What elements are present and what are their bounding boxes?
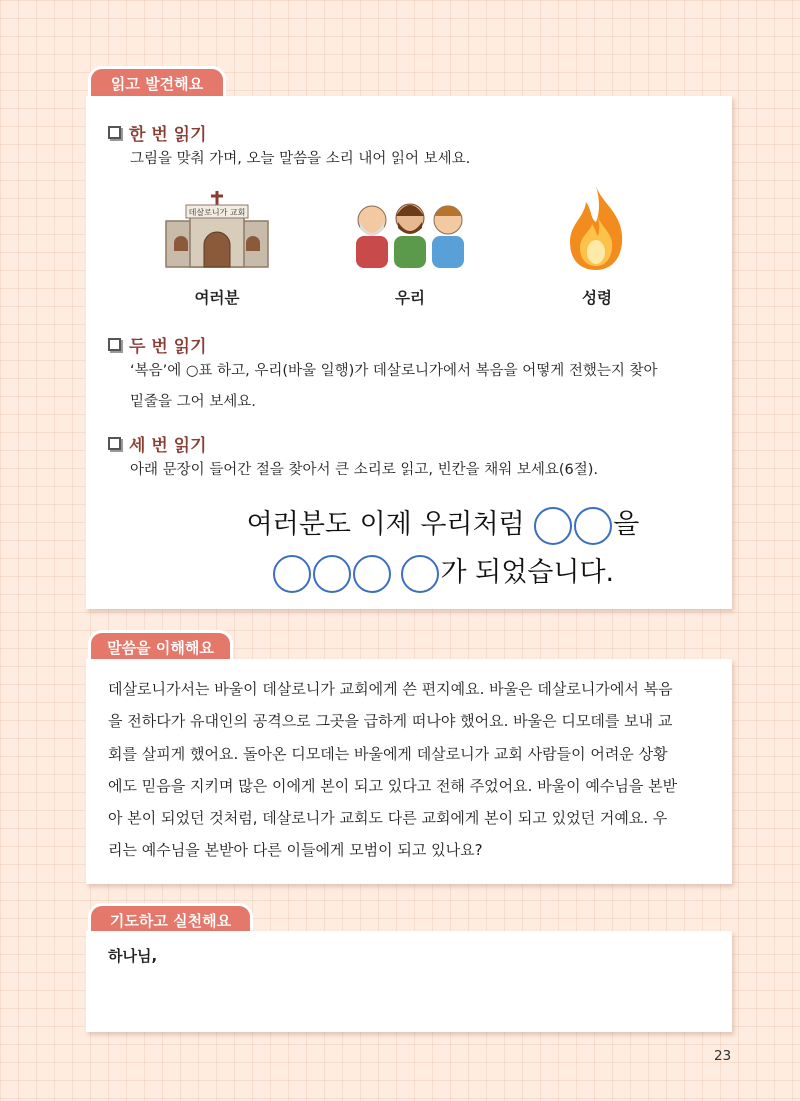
checkbox-square-icon — [108, 437, 121, 450]
paragraph-line: 데살로니가서는 바울이 데살로니가 교회에게 쓴 편지예요. 바울은 데살로니가에서 복음 — [108, 680, 673, 698]
instruction-line: 밑줄을 그어 보세요. — [130, 394, 256, 410]
blank-circle[interactable] — [273, 555, 311, 593]
understand-card — [86, 659, 732, 884]
step-heading — [108, 120, 207, 145]
paragraph-line: 리는 예수님을 본받아 다른 이들에게 모범이 되고 있나요? — [108, 841, 483, 860]
section-tab-read — [88, 66, 226, 98]
church-sign-text: 데살로니가 교회 — [188, 208, 246, 217]
section-tab-understand — [88, 630, 233, 662]
step-heading — [108, 431, 207, 456]
fill-sentence-line1 — [86, 503, 800, 547]
step-title: 세 번 읽기 — [129, 436, 207, 456]
step-instruction — [130, 456, 598, 484]
step-instruction — [130, 357, 710, 416]
paragraph-line: 회를 살피게 했어요. 돌아온 디모데는 바울에게 데살로니가 교회 사람들이 어려운 상황 — [108, 744, 668, 763]
read-discover-card — [86, 96, 732, 609]
blank-circle[interactable] — [574, 507, 612, 545]
page-number: 23 — [714, 1048, 732, 1064]
section-tab-label: 말씀을 이해해요 — [107, 639, 214, 657]
paragraph-line: 아 본이 되었던 것처럼, 데살로니가 교회도 다른 교회에게 본이 되고 있었던 거예요. 우 — [108, 809, 668, 828]
figure-label-we: 우리 — [395, 289, 425, 307]
section-tab-label: 읽고 발견해요 — [110, 75, 204, 93]
fill-sentence-line2 — [86, 551, 800, 595]
step-title: 한 번 읽기 — [129, 125, 207, 145]
instruction-line: ‘복음’에 ○표 하고, 우리(바울 일행)가 데살로니가에서 복음을 어떻게 전했는지 찾아 — [130, 363, 658, 379]
step-instruction — [130, 145, 470, 173]
explanation-paragraph — [108, 673, 720, 867]
checkbox-square-icon — [108, 126, 121, 139]
flame-icon — [566, 184, 626, 272]
paragraph-line: 에도 믿음을 지키며 많은 이에게 본이 되고 있다고 전해 주었어요. 바울이 예수님을 본받 — [108, 776, 678, 795]
blank-circle[interactable] — [401, 555, 439, 593]
instruction-line: 아래 문장이 들어간 절을 찾아서 큰 소리로 읽고, 빈칸을 채워 보세요(6절). — [130, 462, 599, 478]
three-men-icon — [354, 196, 466, 268]
figure-label-spirit: 성령 — [582, 289, 612, 307]
paragraph-line: 을 전하다가 유대인의 공격으로 그곳을 급하게 떠나야 했어요. 바울은 디모데를 보내 교 — [108, 712, 673, 731]
checkbox-square-icon — [108, 338, 121, 351]
fill-sentence-text: 가 되었습니다. — [440, 557, 615, 588]
blank-circle[interactable] — [313, 555, 351, 593]
step-title: 두 번 읽기 — [129, 337, 207, 357]
instruction-line: 그림을 맞춰 가며, 오늘 말씀을 소리 내어 읽어 보세요. — [130, 151, 471, 167]
fill-sentence-text: 여러분도 이제 우리처럼 — [246, 509, 525, 540]
blank-circle[interactable] — [534, 507, 572, 545]
step-heading — [108, 332, 207, 357]
blank-circle[interactable] — [353, 555, 391, 593]
prayer-text[interactable]: 하나님, — [108, 947, 158, 965]
section-tab-label: 기도하고 실천해요 — [109, 912, 232, 930]
prayer-card — [86, 931, 732, 1032]
figure-label-you: 여러분 — [194, 289, 240, 307]
fill-sentence-text: 을 — [613, 509, 640, 540]
church-icon — [164, 191, 270, 269]
